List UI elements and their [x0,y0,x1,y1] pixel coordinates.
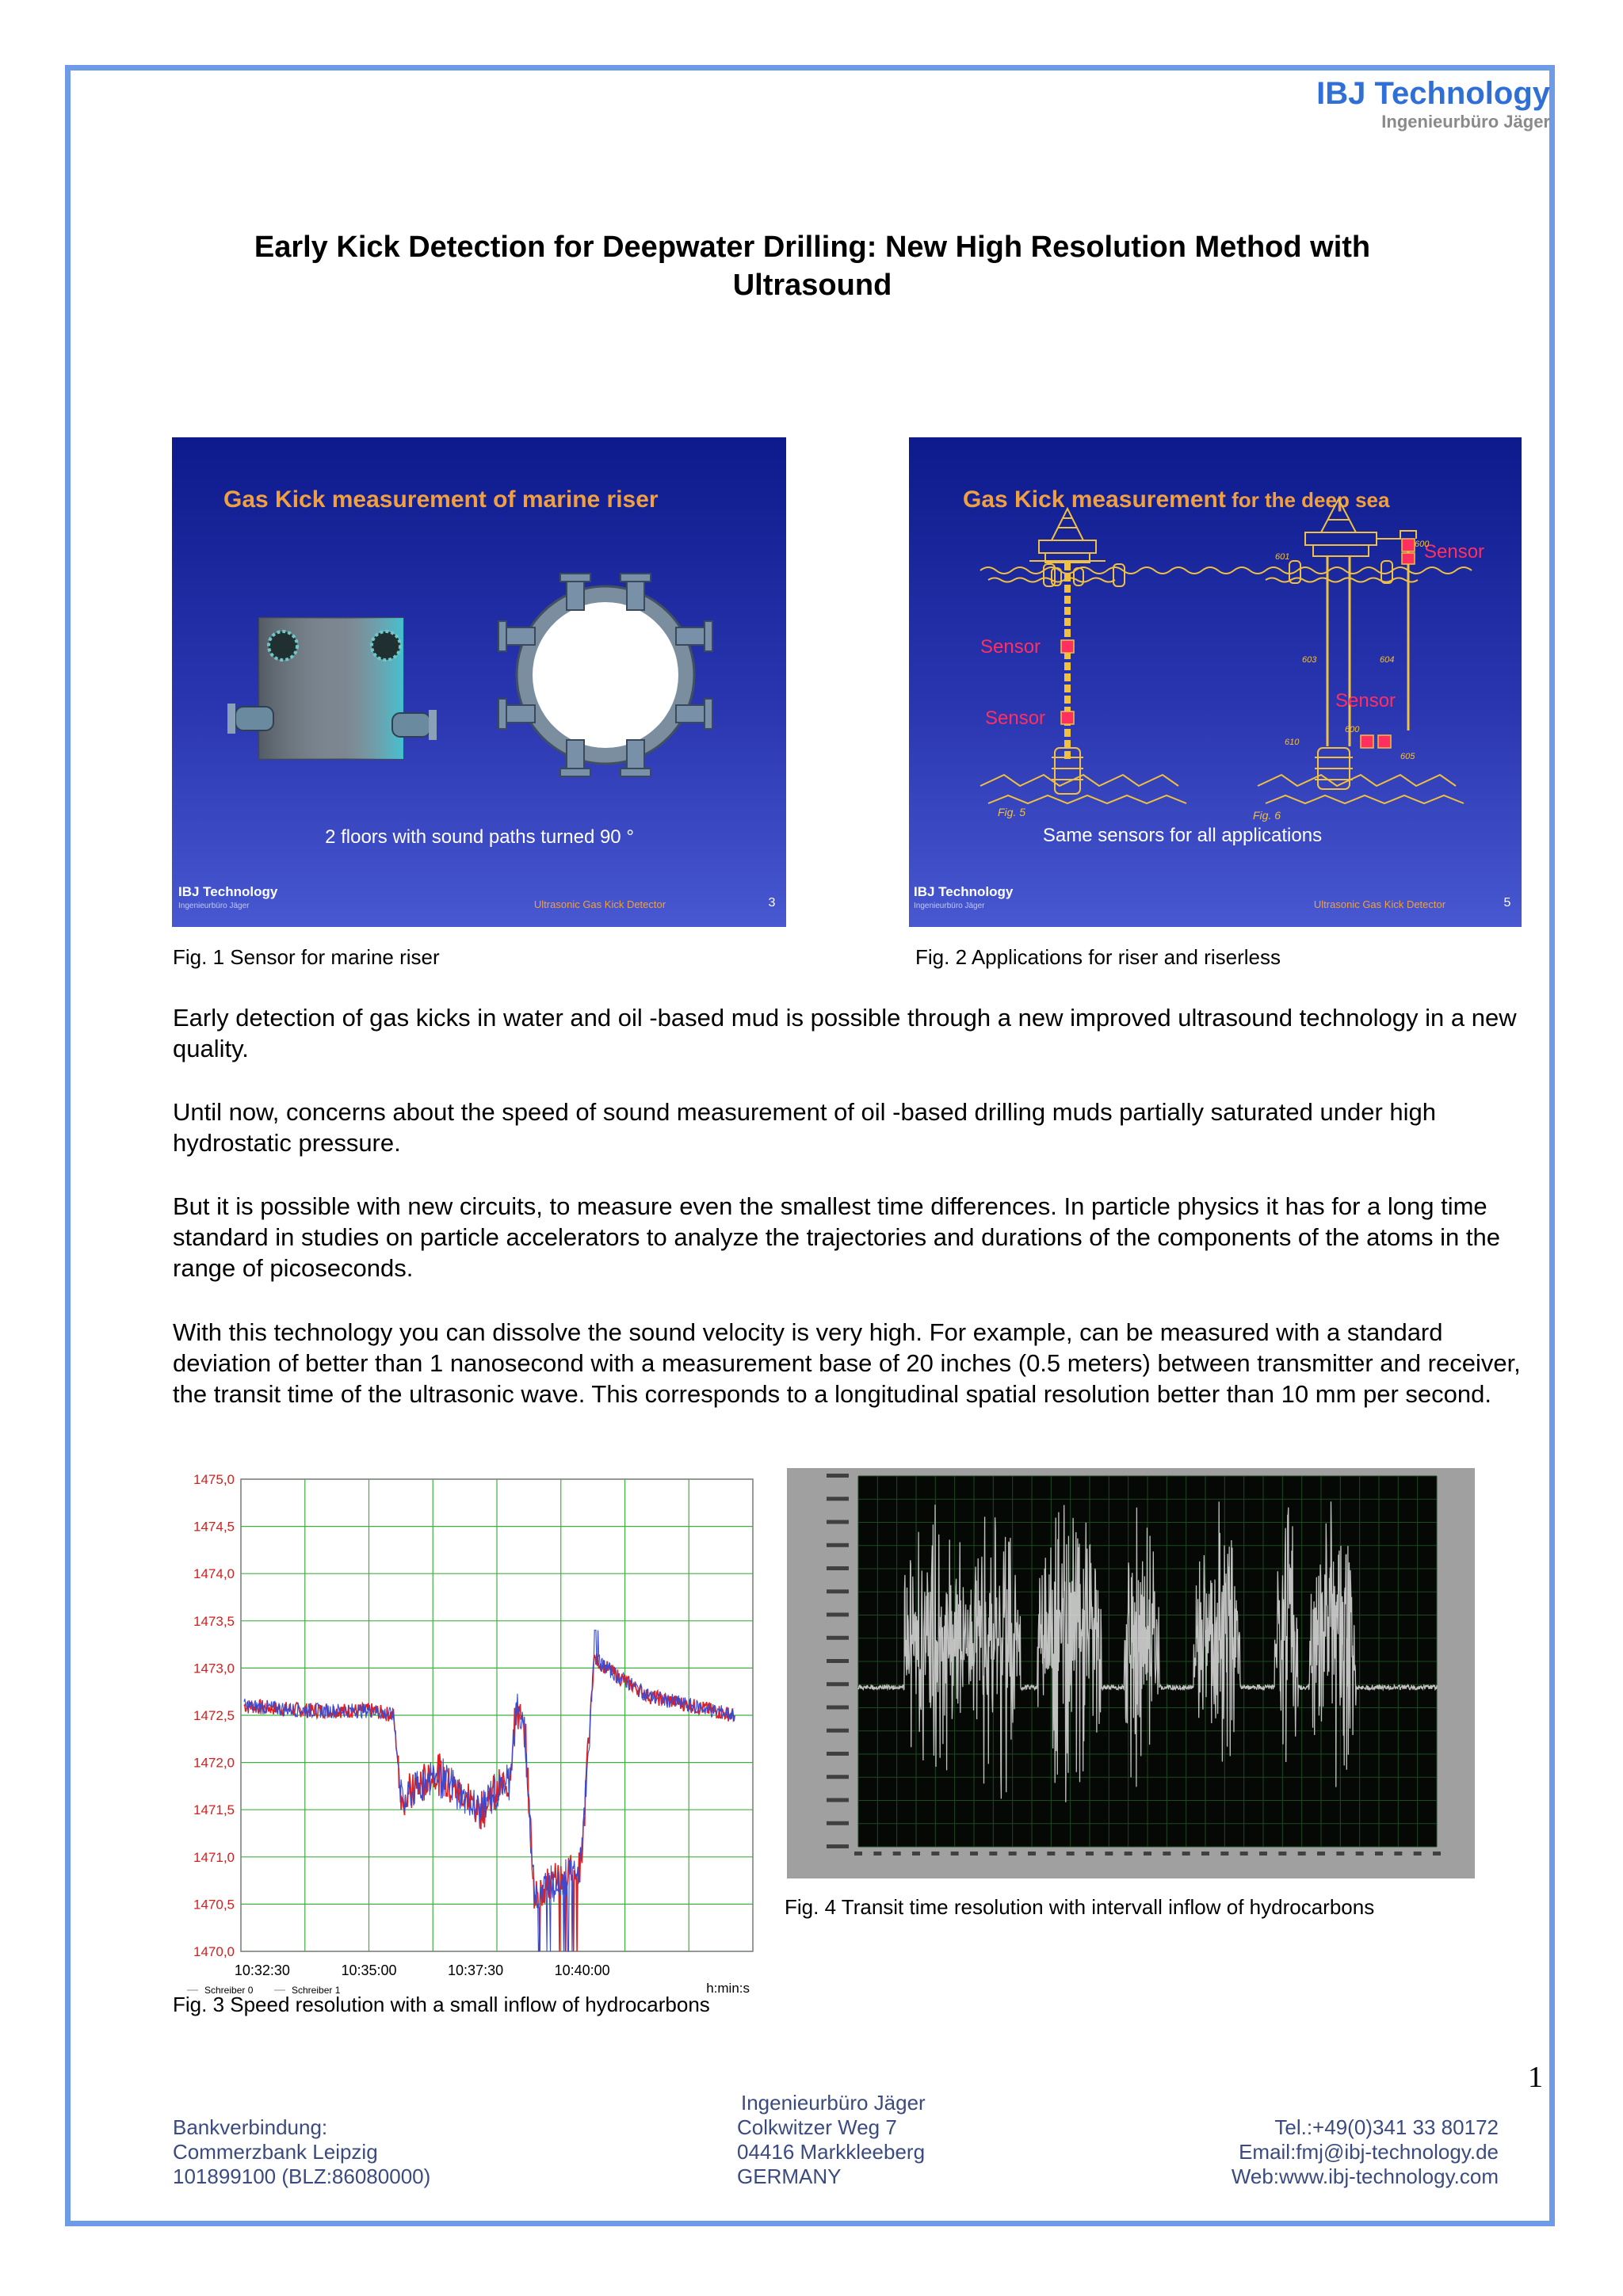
figure-4-transit-chart [787,1468,1475,1878]
footer-company: Ingenieurbüro Jäger [741,2091,926,2115]
y-tick-mark [827,1682,849,1686]
x-tick-mark [1067,1852,1075,1855]
footer-bank-label: Bankverbindung: [173,2115,328,2139]
x-tick-mark [1182,1852,1190,1855]
legend-entry: Schreiber 0 [204,1985,254,1996]
footer-right [1232,2115,1499,2189]
footer-bank-account: 101899100 (BLZ:86080000) [173,2164,431,2188]
sensor-label-deep-bottom: Sensor [1335,690,1396,711]
x-tick-mark [989,1852,997,1855]
sensor-label-lower: Sensor [985,707,1046,729]
x-tick-mark [1317,1852,1325,1855]
slide1-footer-brand: IBJ Technology [178,884,278,899]
x-tick-mark [931,1852,939,1855]
x-tick-mark [1278,1852,1286,1855]
figure-2-slide [909,437,1522,927]
slide2-title-rest: for the deep sea [1225,488,1390,512]
y-tick-mark [827,1474,849,1478]
x-tick-mark [854,1852,862,1855]
x-tick-mark [1298,1852,1306,1855]
brand-subtitle: Ingenieurbüro Jäger [1381,112,1550,132]
y-tick-mark [827,1589,849,1593]
figure-2-caption: Fig. 2 Applications for riser and riserless [915,945,1281,969]
y-tick-label: 1475,0 [193,1472,235,1487]
x-tick-mark [1259,1852,1267,1855]
slide2-footer-right: Ultrasonic Gas Kick Detector [1313,898,1446,910]
brand-header [1316,75,1550,132]
x-tick-mark [1375,1852,1383,1855]
platforms [980,499,1472,803]
footer-phone: Tel.:+49(0)341 33 80172 [1274,2115,1499,2139]
x-tick-mark [873,1852,881,1855]
x-tick-label: 10:35:00 [341,1962,397,1978]
paragraph-3: But it is possible with new circuits, to measure even the smallest time differences. In particle physics it has for a long time standard in studies on particle accelerators to analyze the trajectories and durations of the components of the atoms in the range of picoseconds. [173,1192,1500,1282]
x-tick-label: 10:37:30 [448,1962,504,1978]
footer-bank-name: Commerzbank Leipzig [173,2140,378,2164]
slide1-footer-brand-sub: Ingenieurbüro Jäger [178,902,250,910]
x-tick-mark [893,1852,901,1855]
x-tick-mark [1414,1852,1422,1855]
sensor-label-deep-top: Sensor [1424,541,1485,563]
x-tick-mark [1047,1852,1055,1855]
footer-street: Colkwitzer Weg 7 [737,2115,897,2139]
footer-country: GERMANY [737,2164,842,2188]
y-tick-mark [827,1706,849,1710]
x-tick-mark [1028,1852,1036,1855]
x-tick-mark [1163,1852,1170,1855]
svg-text:604: 604 [1380,655,1395,665]
y-tick-label: 1470,0 [193,1944,235,1959]
transit-chart-svg [787,1468,1475,1878]
x-tick-mark [1201,1852,1209,1855]
y-tick-label: 1470,5 [193,1897,235,1913]
slide1-page: 3 [768,896,776,910]
brand-name: IBJ Technology [1316,76,1550,111]
figure-1-slide [172,437,786,927]
riser-cross-section [498,574,712,776]
svg-text:Gas Kick measurement of marine [223,486,659,513]
x-tick-mark [951,1852,959,1855]
figure-3-caption: Fig. 3 Speed resolution with a small inflow of hydrocarbons [173,1993,710,2016]
footer-city: 04416 Markkleeberg [737,2140,926,2164]
svg-text:600: 600 [1415,540,1430,549]
y-tick-mark [827,1821,849,1825]
x-tick-label: 10:32:30 [234,1962,290,1978]
y-tick-mark [827,1798,849,1802]
y-tick-label: 1472,0 [193,1755,235,1771]
x-tick-mark [1105,1852,1113,1855]
slide1-subtitle: 2 floors with sound paths turned 90 ° [325,826,634,848]
slide2-subtitle: Same sensors for all applications [1042,825,1323,846]
riser-sensor-illustration [172,437,786,927]
y-tick-mark [827,1543,849,1547]
x-tick-mark [1433,1852,1441,1855]
figure-3-speed-chart [173,1470,759,1997]
y-tick-mark [827,1775,849,1779]
figure-1-caption: Fig. 1 Sensor for marine riser [173,945,440,969]
svg-text:610: 610 [1285,738,1300,747]
slide2-page: 5 [1503,896,1511,910]
x-tick-mark [1240,1852,1248,1855]
legend-entry: Schreiber 1 [292,1985,341,1996]
footer-center [737,2091,926,2189]
svg-text:Gas Kick measurement for the d [963,486,1390,513]
paragraph-4: With this technology you can dissolve the sound velocity is very high. For example, can be measured with a standard deviation of better than 1 nanosecond with a measurement base of 20 inches (0.5 meters) between transmitter and receiver, the transit time of the ultrasonic wave. This corresponds to a longitudinal spatial resolution better than 10 mm per second. [173,1318,1521,1408]
x-tick-mark [1009,1852,1017,1855]
slide1-footer-right: Ultrasonic Gas Kick Detector [533,898,666,910]
speed-chart-svg [173,1470,759,1997]
sensor-label-upper: Sensor [980,636,1041,658]
y-tick-mark [827,1729,849,1733]
fig5-label: Fig. 5 [998,806,1026,818]
deep-sea-application-illustration [909,437,1522,927]
y-tick-label: 1472,5 [193,1708,235,1723]
slide2-footer-brand: IBJ Technology [914,884,1014,899]
footer-left [173,2115,430,2189]
y-tick-label: 1471,5 [193,1802,235,1818]
svg-text:601: 601 [1275,552,1290,562]
y-tick-label: 1473,5 [193,1613,235,1629]
y-tick-mark [827,1497,849,1501]
paragraph-2: Until now, concerns about the speed of sound measurement of oil -based drilling muds partially saturated under high hydrostatic pressure. [173,1098,1436,1157]
x-tick-mark [1144,1852,1151,1855]
x-tick-mark [970,1852,978,1855]
svg-text:600: 600 [1345,725,1360,734]
y-tick-label: 1474,0 [193,1566,235,1582]
svg-text:603: 603 [1302,655,1317,665]
slide1-title-bold: Gas Kick measurement [223,486,487,513]
svg-text:605: 605 [1400,752,1415,761]
y-tick-mark [827,1752,849,1756]
x-axis-label: h:min:s [706,1981,750,1996]
x-tick-mark [1336,1852,1344,1855]
y-tick-label: 1471,0 [193,1849,235,1865]
y-tick-mark [827,1566,849,1570]
x-tick-mark [1125,1852,1132,1855]
y-tick-mark [827,1636,849,1640]
x-tick-mark [1356,1852,1364,1855]
x-tick-mark [1220,1852,1228,1855]
fig6-label: Fig. 6 [1253,809,1281,822]
document-title: Early Kick Detection for Deepwater Drilling: New High Resolution Method with Ultrasound [254,231,1371,302]
y-tick-label: 1474,5 [193,1519,235,1535]
paragraph-1: Early detection of gas kicks in water and oil -based mud is possible through a new improved ultrasound technology in a new quality. [173,1004,1517,1062]
x-tick-mark [1086,1852,1094,1855]
y-tick-mark [827,1613,849,1617]
footer-email[interactable]: Email:fmj@ibj-technology.de [1239,2140,1499,2164]
x-tick-mark [912,1852,920,1855]
figure-4-caption: Fig. 4 Transit time resolution with intervall inflow of hydrocarbons [785,1895,1375,1919]
x-tick-mark [1394,1852,1402,1855]
x-tick-label: 10:40:00 [554,1962,610,1978]
y-tick-mark [827,1659,849,1663]
y-tick-label: 1473,0 [193,1661,235,1676]
footer-web[interactable]: Web:www.ibj-technology.com [1231,2164,1499,2188]
y-tick-mark [827,1520,849,1524]
slide2-title-bold: Gas Kick measurement [963,486,1226,513]
sensor-cube [227,618,437,759]
page-number: 1 [1528,2061,1543,2094]
y-tick-mark [827,1844,849,1848]
slide1-title-rest: of marine riser [486,486,659,513]
slide2-footer-brand-sub: Ingenieurbüro Jäger [914,902,985,910]
